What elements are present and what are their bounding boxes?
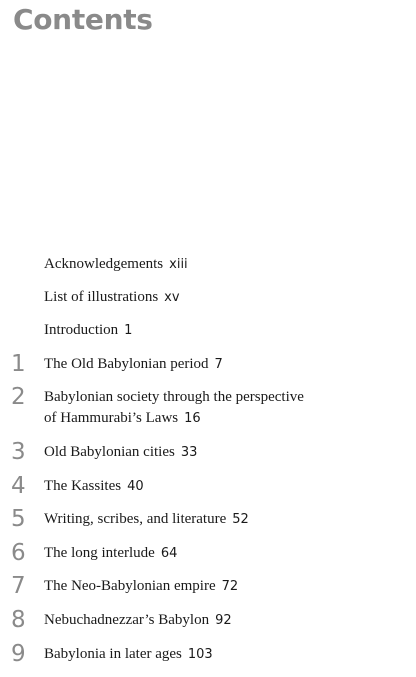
- toc-entry-page: 72: [221, 579, 239, 594]
- toc-entry-text: [44, 644, 384, 665]
- toc-entry-label: Acknowledgements: [44, 256, 164, 272]
- chapter-number: 1: [11, 351, 26, 377]
- toc-entry-label: Introduction: [44, 322, 119, 338]
- chapter-number: 6: [11, 540, 26, 566]
- toc-entry-text: [44, 387, 384, 429]
- chapter-number: 9: [11, 641, 26, 667]
- chapter-number: 8: [11, 607, 26, 633]
- toc-entry-page: xv: [164, 290, 180, 305]
- toc-entry-label: Nebuchadnezzar’s Babylon: [44, 612, 210, 628]
- chapter-number: 4: [11, 473, 26, 499]
- toc-entry-label: The Kassites: [44, 478, 122, 494]
- toc-entry-text: [44, 287, 384, 308]
- page-title: Contents: [13, 3, 153, 36]
- toc-entry-label: Babylonia in later ages: [44, 646, 182, 662]
- toc-entry-label: List of illustrations: [44, 289, 159, 305]
- toc-entry-label: The Neo-Babylonian empire: [44, 578, 216, 594]
- toc-entry-text: [44, 354, 384, 375]
- toc-entry-text: [44, 320, 384, 341]
- toc-entry-text: [44, 610, 384, 631]
- toc-entry-label: The Old Babylonian period: [44, 356, 209, 372]
- toc-entry-text: [44, 509, 384, 530]
- toc-entry-text: [44, 576, 384, 597]
- toc-entry-label: of Hammurabi’s Laws: [44, 410, 179, 426]
- toc-entry-label-line-2: [44, 408, 384, 429]
- chapter-number: 7: [11, 573, 26, 599]
- toc-entry-page: 103: [187, 647, 213, 662]
- toc-entry-page: xiii: [169, 257, 188, 272]
- toc-entry-label: The long interlude: [44, 545, 155, 561]
- toc-entry-label-line-1: Babylonian society through the perspective: [44, 389, 304, 405]
- toc-entry-label: Old Babylonian cities: [44, 444, 175, 460]
- toc-entry-label: Writing, scribes, and literature: [44, 511, 227, 527]
- toc-entry-text: [44, 442, 384, 463]
- toc-entry-page: 16: [184, 411, 201, 426]
- toc-entry-text: [44, 476, 384, 497]
- toc-entry-page: 33: [180, 445, 198, 460]
- toc-entry-page: 40: [127, 479, 144, 494]
- toc-entry-page: 1: [124, 323, 133, 338]
- toc-entry-page: 52: [232, 512, 249, 527]
- toc-entry-page: 7: [214, 357, 223, 372]
- chapter-number: 3: [11, 439, 26, 465]
- toc-entry-page: 64: [160, 546, 178, 561]
- toc-entry-page: 92: [215, 613, 232, 628]
- chapter-number: 5: [11, 506, 26, 532]
- toc-entry-text: [44, 254, 384, 275]
- toc-entry-text: [44, 543, 384, 564]
- chapter-number: 2: [11, 384, 26, 410]
